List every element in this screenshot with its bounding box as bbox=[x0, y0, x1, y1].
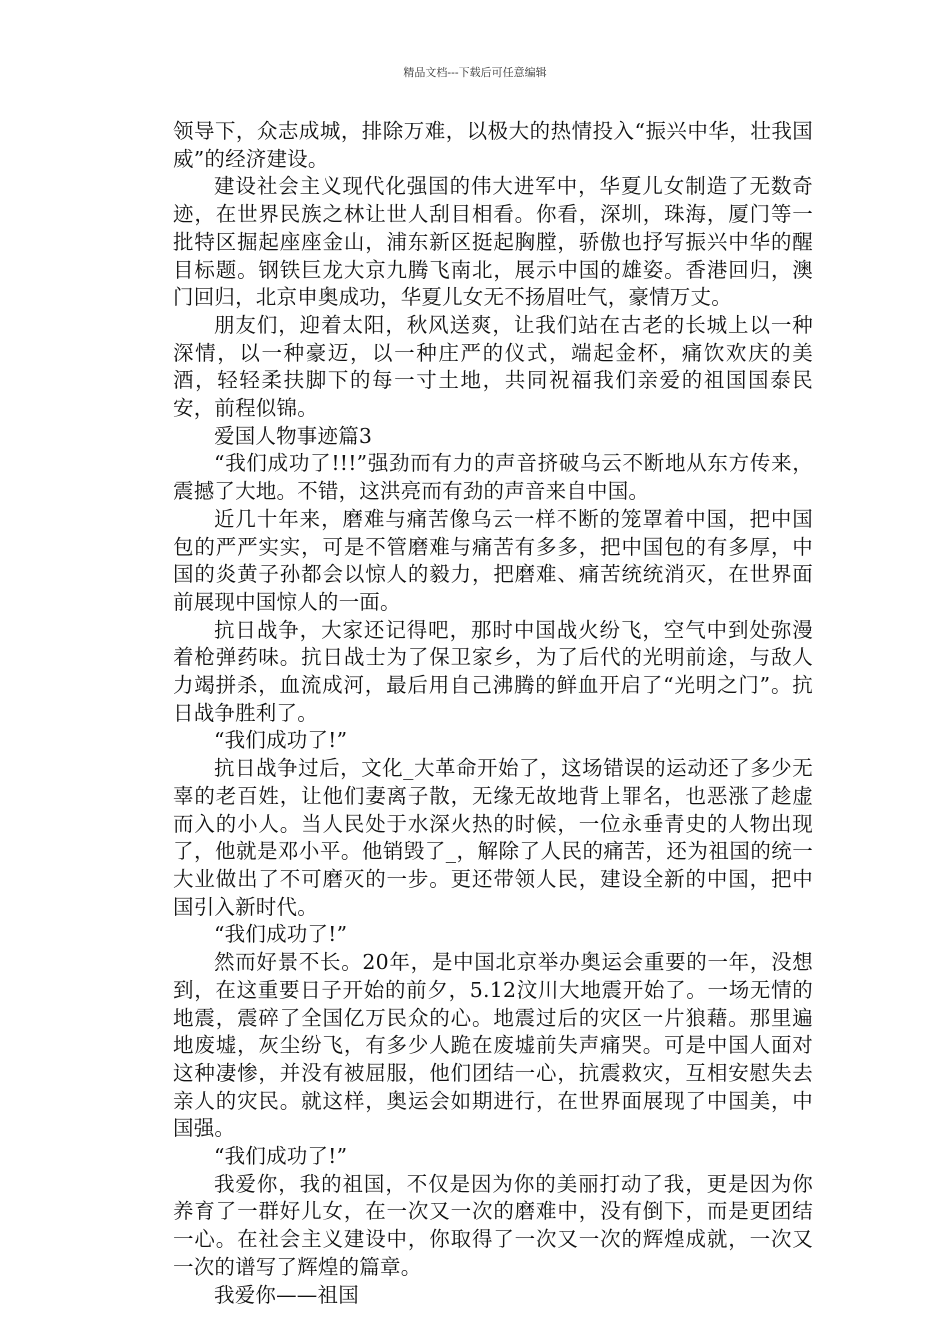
document-body bbox=[173, 118, 813, 1309]
paragraph: 朋友们，迎着太阳，秋风送爽，让我们站在古老的长城上以一种深情，以一种豪迈，以一种庄严的仪式，端起金杯，痛饮欢庆的美酒，轻轻柔扶脚下的每一寸土地，共同祝福我们亲爱的祖国国泰民安，前程似锦。 bbox=[173, 312, 813, 421]
paragraph: 抗日战争，大家还记得吧，那时中国战火纷飞，空气中到处弥漫着枪弹药味。抗日战士为了保卫家乡，为了后代的光明前途，与敌人力竭拼杀，血流成河，最后用自己沸腾的鲜血开启了“光明之门”。抗日战争胜利了。 bbox=[173, 617, 813, 725]
exclamation-line: “我们成功了!” bbox=[214, 728, 348, 753]
exclamation-line: “我们成功了!” bbox=[214, 922, 348, 947]
closing-line: 我爱你——祖国 bbox=[214, 1282, 359, 1307]
paragraph: 抗日战争过后，文化_大革命开始了，这场错误的运动还了多少无辜的老百姓，让他们妻离子散，无缘无故地背上罪名，也恶涨了趁虚而入的小人。当人民处于水深火热的时候，一位永垂青史的人物出现了，他就是邓小平。他销毁了_，解除了人民的痛苦，还为祖国的统一大业做出了不可磨灭的一步。更还带领人民，建设全新的中国，把中国引入新时代。 bbox=[173, 756, 813, 919]
paragraph: 建设社会主义现代化强国的伟大进军中，华夏儿女制造了无数奇迹，在世界民族之林让世人刮目相看。你看，深圳，珠海，厦门等一批特区掘起座座金山，浦东新区挺起胸膛，骄傲也抒写振兴中华的醒目标题。钢铁巨龙大京九腾飞南北，展示中国的雄姿。香港回归，澳门回归，北京申奥成功，华夏儿女无不扬眉吐气，豪情万丈。 bbox=[173, 174, 813, 310]
paragraph: 然而好景不长。20年，是中国北京举办奥运会重要的一年，没想到，在这重要日子开始的前夕，5.12汶川大地震开始了。一场无情的地震，震碎了全国亿万民众的心。地震过后的灾区一片狼藉。那里遍地废墟，灰尘纷飞，有多少人跪在废墟前失声痛哭。可是中国人面对这种凄惨，并没有被屈服，他们团结一心，抗震救灾，互相安慰失去亲人的灾民。就这样，奥运会如期进行，在世界面展现了中国美，中国强。 bbox=[173, 950, 813, 1141]
paragraph: “我们成功了!!!”强劲而有力的声音挤破乌云不断地从东方传来，震撼了大地。不错，这洪亮而有劲的声音来自中国。 bbox=[173, 451, 813, 504]
paragraph: 领导下，众志成城，排除万难，以极大的热情投入“振兴中华，壮我国威”的经济建设。 bbox=[173, 119, 813, 171]
paragraph: 我爱你，我的祖国，不仅是因为你的美丽打动了我，更是因为你养育了一群好儿女，在一次又一次的磨难中，没有倒下，而是更团结一心。在社会主义建设中，你取得了一次又一次的辉煌成就，一次又一次的谱写了辉煌的篇章。 bbox=[173, 1171, 813, 1279]
section-heading: 爱国人物事迹篇3 bbox=[214, 423, 373, 448]
exclamation-line: “我们成功了!” bbox=[214, 1144, 348, 1169]
page-header: 精品文档---下载后可任意编辑 bbox=[403, 66, 547, 79]
paragraph: 近几十年来，磨难与痛苦像乌云一样不断的笼罩着中国，把中国包的严严实实，可是不管磨难与痛苦有多多，把中国包的有多厚，中国的炎黄子孙都会以惊人的毅力，把磨难、痛苦统统消灭，在世界面前展现中国惊人的一面。 bbox=[173, 506, 813, 614]
